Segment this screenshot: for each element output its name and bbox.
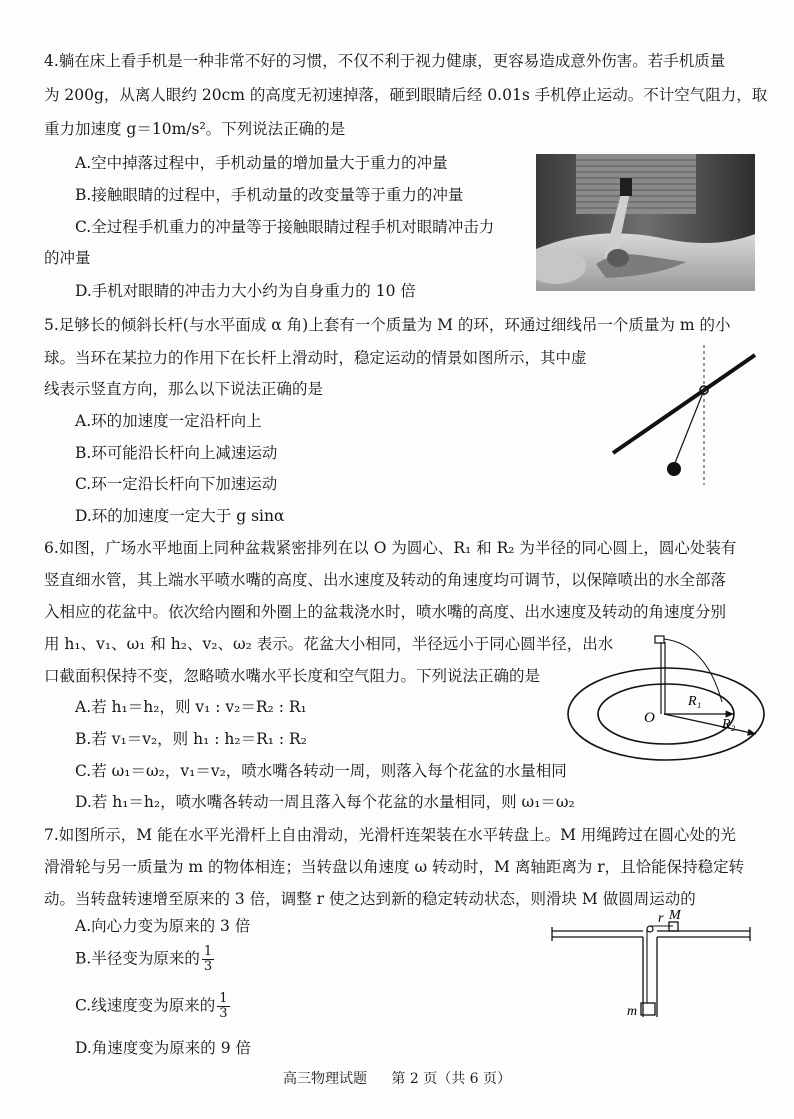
q7-stem-line-3: 动。当转盘转速增至原来的 3 倍，调整 r 使之达到新的稳定转动状态，则滑块 M 做圆周运动的 [44, 890, 696, 908]
q5-option-c: C.环一定沿长杆向下加速运动 [75, 475, 278, 493]
q5-option-d: D.环的加速度一定大于 g sinα [75, 507, 285, 525]
q4-option-b: B.接触眼睛的过程中，手机动量的改变量等于重力的冲量 [75, 186, 464, 204]
q5-stem-line-3: 线表示竖直方向，那么以下说法正确的是 [44, 380, 324, 398]
block-label-big-m: M [669, 908, 681, 923]
footer-title: 高三物理试题 [282, 1071, 367, 1087]
footer-page-number: 第 2 页（共 6 页） [391, 1071, 512, 1087]
q6-stem-line-3: 入相应的花盆中。依次给内圈和外圈上的盆栽浇水时，喷水嘴的高度、出水速度及转动的角速度分别 [44, 603, 727, 621]
concentric-circles-figure [566, 632, 772, 768]
q4-stem-line-2: 为 200g，从离人眼约 20cm 的高度无初速掉落，砸到眼睛后经 0.01s 手机停止运动。不计空气阻力，取 [44, 86, 768, 104]
q7-option-c-text: C.线速度变为原来的 [75, 996, 216, 1015]
block-label-small-m: m [627, 1004, 638, 1019]
q7-option-d: D.角速度变为原来的 9 倍 [75, 1039, 252, 1057]
q4-option-d: D.手机对眼睛的冲击力大小约为自身重力的 10 倍 [75, 282, 416, 300]
q6-stem-line-2: 竖直细水管，其上端水平喷水嘴的高度、出水速度及转动的角速度均可调节，以保障喷出的水全部落 [44, 571, 727, 589]
page-footer [0, 1068, 794, 1088]
q6-stem-line-4: 用 h₁、v₁、ω₁ 和 h₂、v₂、ω₂ 表示。花盆大小相同，半径远小于同心圆半径，出水 [44, 635, 614, 653]
radius-label-r2: R₂ [722, 717, 736, 732]
q7-option-b-fraction: $\frac{1}{3}$ [203, 944, 213, 974]
turntable-pulley-figure [545, 905, 755, 1027]
center-label-o: O [644, 710, 655, 726]
q4-option-c-cont: 的冲量 [44, 249, 91, 267]
q6-option-d: D.若 h₁＝h₂，喷水嘴各转动一周且落入每个花盆的水量相同，则 ω₁＝ω₂ [75, 793, 575, 811]
q7-stem-line-2: 滑滑轮与另一质量为 m 的物体相连；当转盘以角速度 ω 转动时，M 离轴距离为 r，且恰能保持稳定转 [44, 858, 745, 876]
q7-option-b [75, 945, 214, 974]
q5-option-a: A.环的加速度一定沿杆向上 [75, 412, 262, 430]
q7-stem-line-1: 7.如图所示，M 能在水平光滑杆上自由滑动，光滑杆连架装在水平转盘上。M 用绳跨过在圆心处的光 [44, 826, 736, 844]
q6-option-c: C.若 ω₁＝ω₂，v₁＝v₂，喷水嘴各转动一周，则落入每个花盆的水量相同 [75, 762, 567, 780]
radius-label-r1: R₁ [688, 694, 702, 709]
q6-stem-line-5: 口截面积保持不变，忽略喷水嘴水平长度和空气阻力。下列说法正确的是 [44, 667, 541, 685]
q6-option-b: B.若 v₁＝v₂，则 h₁ : h₂＝R₁ : R₂ [75, 730, 307, 748]
q7-option-b-text: B.半径变为原来的 [75, 949, 200, 968]
phone-in-bed-photo [536, 154, 755, 291]
q5-option-b: B.环可能沿长杆向上减速运动 [75, 444, 278, 462]
q5-stem-line-2: 球。当环在某拉力的作用下在长杆上滑动时，稳定运动的情景如图所示，其中虚 [44, 349, 587, 367]
q7-option-a: A.向心力变为原来的 3 倍 [75, 917, 251, 935]
q4-option-a: A.空中掉落过程中，手机动量的增加量大于重力的冲量 [75, 154, 448, 172]
q4-stem-line-3: 重力加速度 g＝10m/s²。下列说法正确的是 [44, 120, 346, 138]
q4-option-c: C.全过程手机重力的冲量等于接触眼睛过程手机对眼睛冲击力 [75, 218, 495, 236]
radius-label-r: r [658, 911, 664, 926]
q7-option-c [75, 992, 230, 1021]
q5-stem-line-1: 5.足够长的倾斜长杆(与水平面成 α 角)上套有一个质量为 M 的环，环通过细线吊一个质量为 m 的小 [44, 316, 731, 334]
q6-option-a: A.若 h₁＝h₂，则 v₁ : v₂＝R₂ : R₁ [75, 698, 307, 716]
q4-stem-line-1: 4.躺在床上看手机是一种非常不好的习惯，不仅不利于视力健康，更容易造成意外伤害。若手机质量 [44, 52, 726, 70]
inclined-rod-figure [605, 345, 760, 489]
q7-option-c-fraction: $\frac{1}{3}$ [219, 991, 228, 1021]
q6-stem-line-1: 6.如图，广场水平地面上同种盆栽紧密排列在以 O 为圆心、R₁ 和 R₂ 为半径的同心圆上，圆心处装有 [44, 539, 737, 557]
